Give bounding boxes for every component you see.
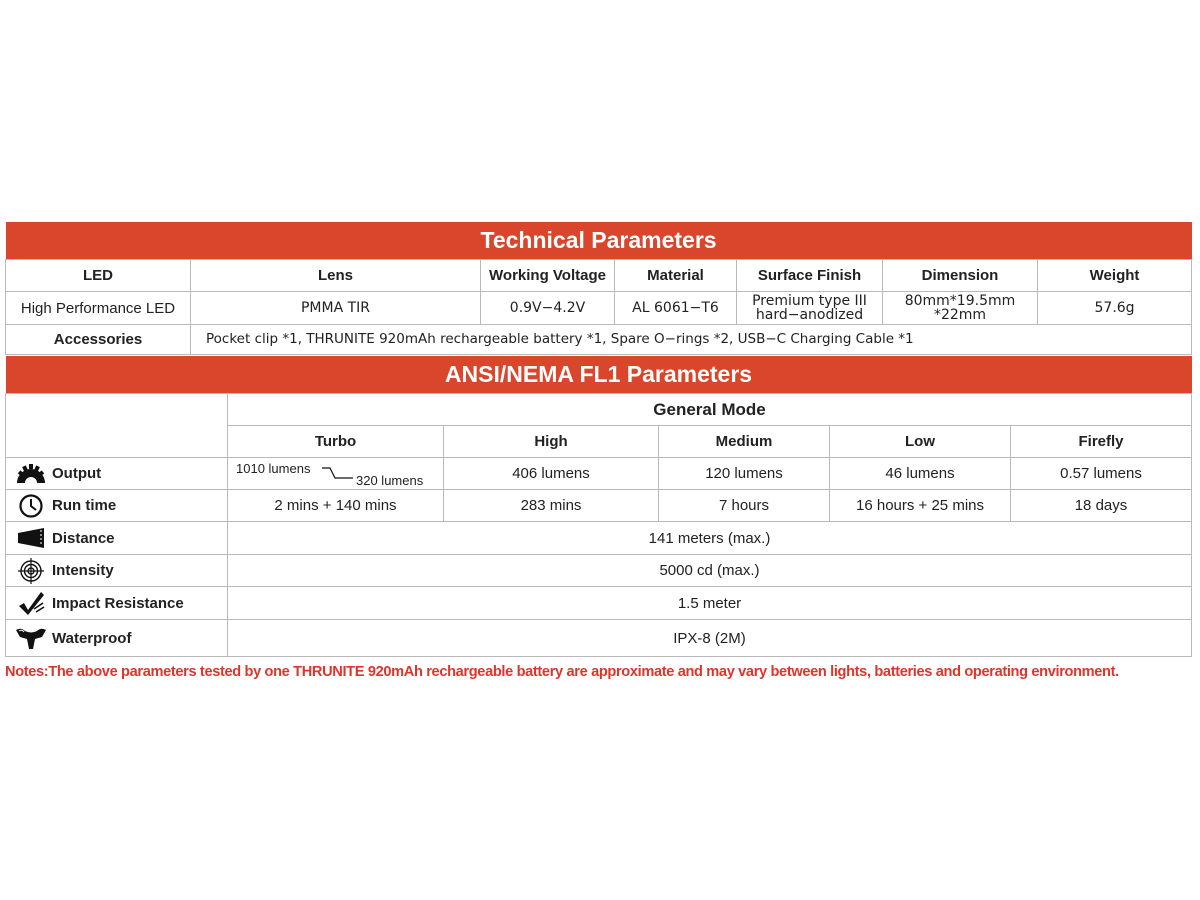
header-dimension: Dimension: [883, 260, 1038, 292]
clock-icon: [14, 493, 48, 519]
distance-label-cell: [6, 522, 228, 555]
turbo-output-start: 1010 lumens: [236, 461, 311, 476]
header-surface-finish: Surface Finish: [737, 260, 883, 292]
value-material: AL 6061−T6: [615, 292, 737, 325]
target-icon: [14, 558, 48, 584]
header-lens: Lens: [191, 260, 481, 292]
accessories-label: Accessories: [6, 325, 191, 355]
waterproof-value: IPX-8 (2M): [228, 620, 1192, 657]
header-material: Material: [615, 260, 737, 292]
mode-medium: Medium: [659, 426, 830, 458]
output-low: 46 lumens: [830, 458, 1011, 490]
blank-corner-cell: [6, 394, 228, 458]
distance-label: Distance: [52, 529, 115, 547]
impact-label: Impact Resistance: [52, 594, 184, 612]
distance-value: 141 meters (max.): [228, 522, 1192, 555]
output-turbo: [228, 458, 444, 490]
output-firefly: 0.57 lumens: [1011, 458, 1192, 490]
accessories-value: Pocket clip *1, THRUNITE 920mAh rechargeable battery *1, Spare O−rings *2, USB−C Charging Cable *1: [191, 325, 1192, 355]
intensity-label: Intensity: [52, 562, 114, 579]
ansi-parameters-table: [5, 356, 1192, 657]
intensity-label-cell: [6, 555, 228, 587]
general-mode-header: General Mode: [228, 394, 1192, 426]
turbo-output-end: 320 lumens: [356, 473, 424, 488]
output-label-cell: [6, 458, 228, 490]
waterproof-icon: [14, 625, 48, 651]
technical-parameters-table: [5, 222, 1192, 355]
runtime-medium: 7 hours: [659, 490, 830, 522]
header-led: LED: [6, 260, 191, 292]
value-dimension: [883, 292, 1038, 325]
runtime-low: 16 hours + 25 mins: [830, 490, 1011, 522]
waterproof-label-cell: [6, 620, 228, 657]
output-high: 406 lumens: [444, 458, 659, 490]
runtime-firefly: 18 days: [1011, 490, 1192, 522]
impact-value: 1.5 meter: [228, 587, 1192, 620]
surface-finish-line2: hard−anodized: [755, 307, 864, 323]
output-label: Output: [52, 465, 102, 482]
mode-low: Low: [830, 426, 1011, 458]
mode-firefly: Firefly: [1011, 426, 1192, 458]
mode-turbo: Turbo: [228, 426, 444, 458]
header-weight: Weight: [1038, 260, 1192, 292]
notes-text: Notes:The above parameters tested by one THRUNITE 920mAh rechargeable battery are approximate and may vary between lights, batteries and operating environment.: [5, 664, 1119, 680]
dimension-line1: 80mm*19.5mm: [904, 293, 1016, 309]
impact-icon: [14, 590, 48, 616]
waterproof-label: Waterproof: [52, 629, 132, 647]
step-down-line-icon: [322, 467, 354, 481]
runtime-turbo: 2 mins + 140 mins: [228, 490, 444, 522]
ansi-parameters-title: ANSI/NEMA FL1 Parameters: [6, 356, 1192, 394]
header-working-voltage: Working Voltage: [481, 260, 615, 292]
impact-label-cell: [6, 587, 228, 620]
mode-high: High: [444, 426, 659, 458]
intensity-value: 5000 cd (max.): [228, 555, 1192, 587]
dimension-line2: *22mm: [933, 307, 987, 323]
value-surface-finish: [737, 292, 883, 325]
technical-parameters-title: Technical Parameters: [6, 222, 1192, 260]
surface-finish-line1: Premium type III: [752, 293, 867, 309]
gear-icon: [14, 461, 48, 487]
value-weight: 57.6g: [1038, 292, 1192, 325]
runtime-label: Run time: [52, 497, 117, 514]
beam-icon: [14, 525, 48, 551]
value-lens: PMMA TIR: [191, 292, 481, 325]
runtime-label-cell: [6, 490, 228, 522]
value-led: High Performance LED: [6, 292, 191, 325]
runtime-high: 283 mins: [444, 490, 659, 522]
output-medium: 120 lumens: [659, 458, 830, 490]
value-voltage: 0.9V−4.2V: [481, 292, 615, 325]
